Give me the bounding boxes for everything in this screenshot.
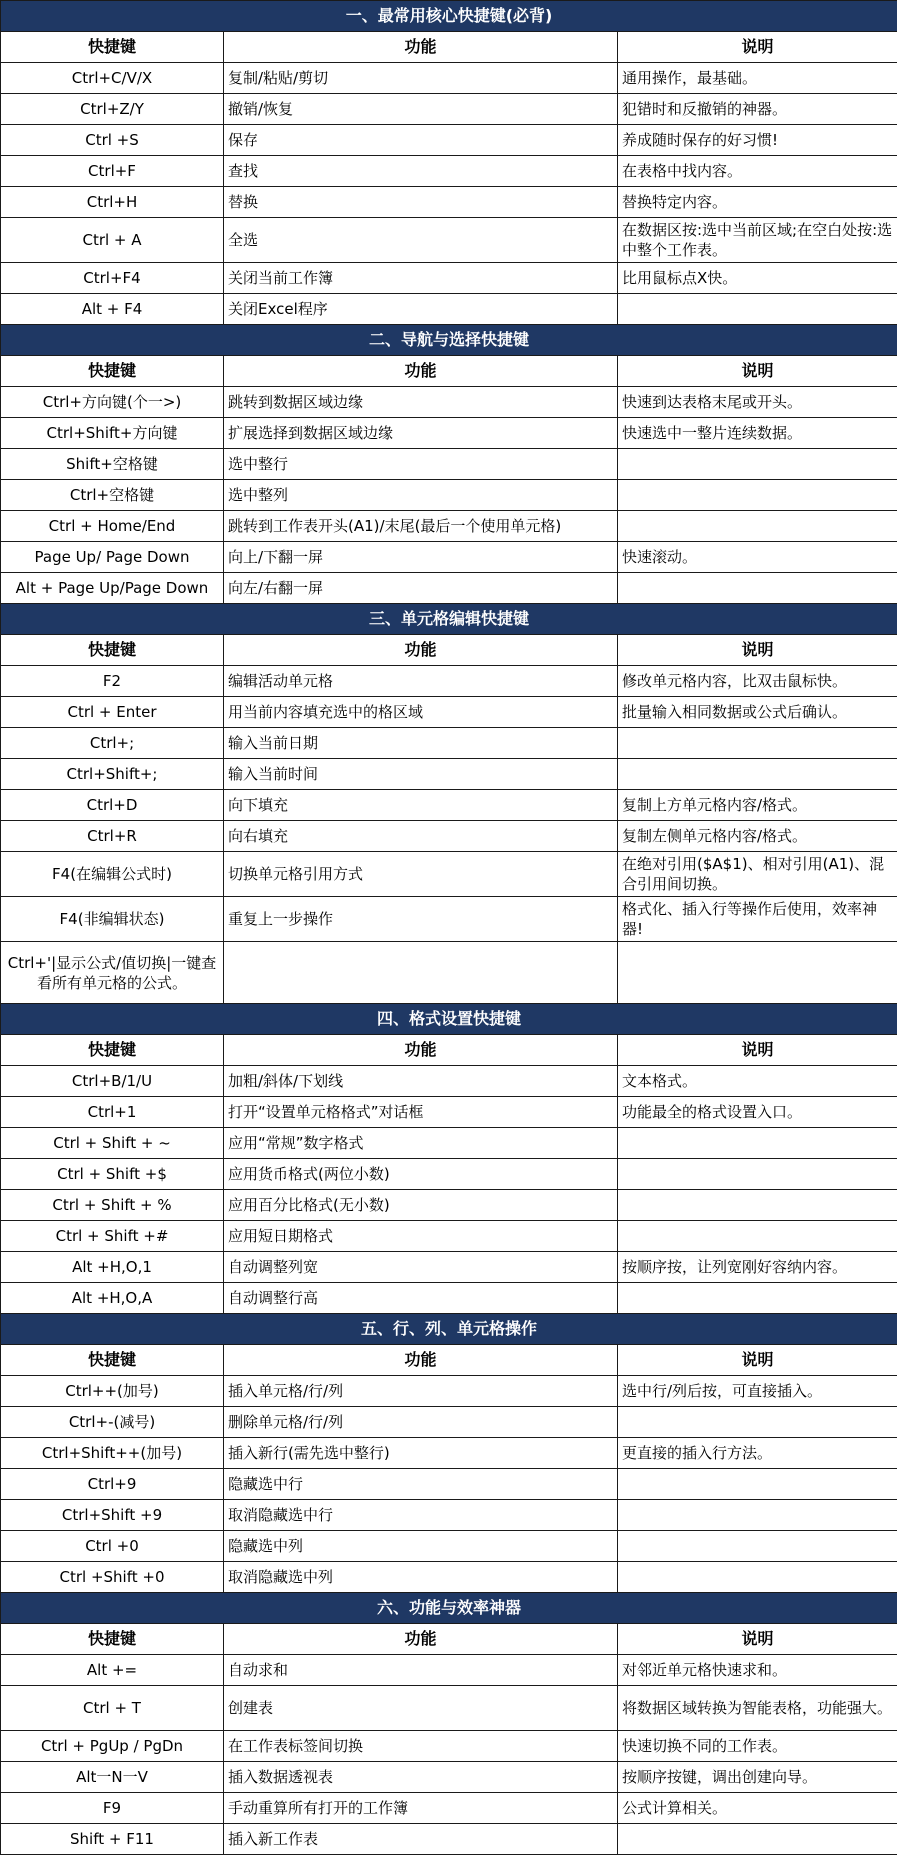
table-row xyxy=(1,125,897,156)
shortcut-key-cell: Ctrl + PgUp / PgDn xyxy=(1,1731,224,1762)
section-title: 二、导航与选择快捷键 xyxy=(1,325,897,356)
function-cell: 全选 xyxy=(224,218,618,263)
column-header-row xyxy=(1,635,897,666)
function-cell: 删除单元格/行/列 xyxy=(224,1407,618,1438)
table-row xyxy=(1,1762,897,1793)
column-header-func: 功能 xyxy=(224,1624,618,1655)
column-header-key: 快捷键 xyxy=(1,1624,224,1655)
column-header-func: 功能 xyxy=(224,356,618,387)
table-row xyxy=(1,1655,897,1686)
shortcut-key-cell: Ctrl+Shift+; xyxy=(1,759,224,790)
table-row xyxy=(1,294,897,325)
column-header-note: 说明 xyxy=(618,1035,897,1066)
section-title-row xyxy=(1,1004,897,1035)
note-cell: 将数据区域转换为智能表格，功能强大。 xyxy=(618,1686,897,1731)
table-row xyxy=(1,897,897,942)
table-row xyxy=(1,666,897,697)
table-row xyxy=(1,1531,897,1562)
table-row xyxy=(1,790,897,821)
shortcut-key-cell: F9 xyxy=(1,1793,224,1824)
section-title-row xyxy=(1,1314,897,1345)
table-row xyxy=(1,1066,897,1097)
table-row xyxy=(1,511,897,542)
function-cell: 加粗/斜体/下划线 xyxy=(224,1066,618,1097)
table-row xyxy=(1,1686,897,1731)
shortcut-key-cell: Ctrl+Shift +9 xyxy=(1,1500,224,1531)
note-cell: 复制上方单元格内容/格式。 xyxy=(618,790,897,821)
shortcut-key-cell: Ctrl + T xyxy=(1,1686,224,1731)
shortcut-key-cell: Ctrl + Shift + % xyxy=(1,1190,224,1221)
column-header-row xyxy=(1,1624,897,1655)
function-cell: 在工作表标签间切换 xyxy=(224,1731,618,1762)
note-cell xyxy=(618,573,897,604)
function-cell: 插入新工作表 xyxy=(224,1824,618,1855)
column-header-row xyxy=(1,1035,897,1066)
table-row xyxy=(1,728,897,759)
shortcut-key-cell: Ctrl+H xyxy=(1,187,224,218)
function-cell: 选中整行 xyxy=(224,449,618,480)
shortcut-key-cell: Alt + F4 xyxy=(1,294,224,325)
shortcut-key-cell: Ctrl+1 xyxy=(1,1097,224,1128)
shortcut-key-cell: Ctrl+Shift++(加号) xyxy=(1,1438,224,1469)
table-body xyxy=(1,1,897,1855)
function-cell: 扩展选择到数据区域边缘 xyxy=(224,418,618,449)
function-cell: 自动调整列宽 xyxy=(224,1252,618,1283)
note-cell: 快速到达表格末尾或开头。 xyxy=(618,387,897,418)
table-row xyxy=(1,1376,897,1407)
section-title: 一、最常用核心快捷键(必背) xyxy=(1,1,897,32)
section-title-row xyxy=(1,1,897,32)
column-header-note: 说明 xyxy=(618,32,897,63)
column-header-func: 功能 xyxy=(224,1345,618,1376)
shortcut-key-cell: Ctrl+C/V/X xyxy=(1,63,224,94)
shortcut-key-cell: F4(非编辑状态) xyxy=(1,897,224,942)
note-cell xyxy=(618,1500,897,1531)
table-row xyxy=(1,697,897,728)
note-cell xyxy=(618,511,897,542)
function-cell: 用当前内容填充选中的格区域 xyxy=(224,697,618,728)
shortcut-key-cell: Page Up/ Page Down xyxy=(1,542,224,573)
table-row xyxy=(1,1407,897,1438)
table-row xyxy=(1,263,897,294)
shortcut-key-cell: Alt +H,O,1 xyxy=(1,1252,224,1283)
shortcut-key-cell: Ctrl + Enter xyxy=(1,697,224,728)
column-header-note: 说明 xyxy=(618,356,897,387)
table-row xyxy=(1,1793,897,1824)
function-cell: 自动调整行高 xyxy=(224,1283,618,1314)
shortcut-key-cell: Alt +H,O,A xyxy=(1,1283,224,1314)
note-cell: 替换特定内容。 xyxy=(618,187,897,218)
note-cell xyxy=(618,1128,897,1159)
column-header-key: 快捷键 xyxy=(1,356,224,387)
note-cell xyxy=(618,1562,897,1593)
note-cell: 快速切换不同的工作表。 xyxy=(618,1731,897,1762)
note-cell: 犯错时和反撤销的神器。 xyxy=(618,94,897,125)
table-row xyxy=(1,94,897,125)
table-row xyxy=(1,1562,897,1593)
function-cell: 向上/下翻一屏 xyxy=(224,542,618,573)
shortcut-key-cell: Ctrl +0 xyxy=(1,1531,224,1562)
note-cell xyxy=(618,1824,897,1855)
shortcut-key-cell: F2 xyxy=(1,666,224,697)
shortcut-key-cell: Alt + Page Up/Page Down xyxy=(1,573,224,604)
note-cell: 在绝对引用($A$1)、相对引用(A1)、混合引用间切换。 xyxy=(618,852,897,897)
note-cell: 文本格式。 xyxy=(618,1066,897,1097)
function-cell: 保存 xyxy=(224,125,618,156)
function-cell: 应用短日期格式 xyxy=(224,1221,618,1252)
note-cell: 比用鼠标点X快。 xyxy=(618,263,897,294)
shortcut-key-cell: Ctrl + Home/End xyxy=(1,511,224,542)
function-cell: 插入数据透视表 xyxy=(224,1762,618,1793)
note-cell xyxy=(618,1190,897,1221)
note-cell: 更直接的插入行方法。 xyxy=(618,1438,897,1469)
function-cell: 输入当前时间 xyxy=(224,759,618,790)
shortcut-key-cell: Ctrl+D xyxy=(1,790,224,821)
function-cell xyxy=(224,942,618,1004)
shortcut-key-cell: Ctrl + Shift + ~ xyxy=(1,1128,224,1159)
shortcut-key-cell: Ctrl+R xyxy=(1,821,224,852)
function-cell: 取消隐藏选中行 xyxy=(224,1500,618,1531)
note-cell xyxy=(618,1283,897,1314)
shortcut-key-cell: Ctrl+9 xyxy=(1,1469,224,1500)
function-cell: 跳转到工作表开头(A1)/末尾(最后一个使用单元格) xyxy=(224,511,618,542)
function-cell: 跳转到数据区域边缘 xyxy=(224,387,618,418)
column-header-note: 说明 xyxy=(618,1345,897,1376)
table-row xyxy=(1,1097,897,1128)
table-row xyxy=(1,573,897,604)
note-cell: 通用操作，最基础。 xyxy=(618,63,897,94)
note-cell xyxy=(618,449,897,480)
table-row xyxy=(1,542,897,573)
column-header-key: 快捷键 xyxy=(1,32,224,63)
shortcut-key-cell: Ctrl++(加号) xyxy=(1,1376,224,1407)
function-cell: 手动重算所有打开的工作簿 xyxy=(224,1793,618,1824)
column-header-key: 快捷键 xyxy=(1,1345,224,1376)
table-row xyxy=(1,821,897,852)
function-cell: 插入新行(需先选中整行) xyxy=(224,1438,618,1469)
function-cell: 撤销/恢复 xyxy=(224,94,618,125)
table-row xyxy=(1,1128,897,1159)
section-title-row xyxy=(1,604,897,635)
shortcut-key-cell: Ctrl+F4 xyxy=(1,263,224,294)
column-header-row xyxy=(1,32,897,63)
note-cell: 按顺序按，让列宽刚好容纳内容。 xyxy=(618,1252,897,1283)
function-cell: 打开“设置单元格格式”对话框 xyxy=(224,1097,618,1128)
note-cell xyxy=(618,1469,897,1500)
note-cell xyxy=(618,1531,897,1562)
function-cell: 应用“常规”数字格式 xyxy=(224,1128,618,1159)
shortcut-key-cell: Alt一N一V xyxy=(1,1762,224,1793)
note-cell xyxy=(618,942,897,1004)
column-header-func: 功能 xyxy=(224,635,618,666)
table-row xyxy=(1,480,897,511)
function-cell: 关闭Excel程序 xyxy=(224,294,618,325)
table-row xyxy=(1,63,897,94)
shortcut-key-cell: Ctrl +S xyxy=(1,125,224,156)
function-cell: 隐藏选中行 xyxy=(224,1469,618,1500)
function-cell: 编辑活动单元格 xyxy=(224,666,618,697)
note-cell xyxy=(618,1221,897,1252)
section-title-row xyxy=(1,1593,897,1624)
note-cell: 复制左侧单元格内容/格式。 xyxy=(618,821,897,852)
shortcut-key-cell: Shift+空格键 xyxy=(1,449,224,480)
function-cell: 创建表 xyxy=(224,1686,618,1731)
note-cell xyxy=(618,294,897,325)
column-header-func: 功能 xyxy=(224,1035,618,1066)
shortcut-key-cell: Ctrl+方向键(个一>) xyxy=(1,387,224,418)
column-header-key: 快捷键 xyxy=(1,1035,224,1066)
note-cell: 在表格中找内容。 xyxy=(618,156,897,187)
table-row xyxy=(1,1252,897,1283)
note-cell: 快速选中一整片连续数据。 xyxy=(618,418,897,449)
column-header-row xyxy=(1,1345,897,1376)
note-cell xyxy=(618,759,897,790)
function-cell: 选中整列 xyxy=(224,480,618,511)
table-row xyxy=(1,1221,897,1252)
note-cell: 功能最全的格式设置入口。 xyxy=(618,1097,897,1128)
shortcut-key-cell: F4(在编辑公式时) xyxy=(1,852,224,897)
table-row xyxy=(1,1283,897,1314)
function-cell: 向左/右翻一屏 xyxy=(224,573,618,604)
table-row xyxy=(1,1469,897,1500)
table-row xyxy=(1,1438,897,1469)
note-cell: 格式化、插入行等操作后使用，效率神器! xyxy=(618,897,897,942)
note-cell: 快速滚动。 xyxy=(618,542,897,573)
section-title: 四、格式设置快捷键 xyxy=(1,1004,897,1035)
table-row xyxy=(1,218,897,263)
note-cell: 公式计算相关。 xyxy=(618,1793,897,1824)
shortcut-key-cell: Shift + F11 xyxy=(1,1824,224,1855)
shortcut-key-cell: Ctrl+空格键 xyxy=(1,480,224,511)
note-cell: 养成随时保存的好习惯! xyxy=(618,125,897,156)
column-header-func: 功能 xyxy=(224,32,618,63)
section-title: 三、单元格编辑快捷键 xyxy=(1,604,897,635)
table-row xyxy=(1,1500,897,1531)
shortcut-key-cell: Ctrl+-(减号) xyxy=(1,1407,224,1438)
note-cell: 批量输入相同数据或公式后确认。 xyxy=(618,697,897,728)
function-cell: 向下填充 xyxy=(224,790,618,821)
shortcut-key-cell: Ctrl+F xyxy=(1,156,224,187)
function-cell: 关闭当前工作簿 xyxy=(224,263,618,294)
column-header-row xyxy=(1,356,897,387)
shortcut-key-cell: Ctrl+; xyxy=(1,728,224,759)
function-cell: 替换 xyxy=(224,187,618,218)
note-cell: 选中行/列后按，可直接插入。 xyxy=(618,1376,897,1407)
function-cell: 向右填充 xyxy=(224,821,618,852)
shortcut-key-cell: Ctrl+B/1/U xyxy=(1,1066,224,1097)
function-cell: 插入单元格/行/列 xyxy=(224,1376,618,1407)
table-row xyxy=(1,1824,897,1855)
note-cell: 按顺序按键，调出创建向导。 xyxy=(618,1762,897,1793)
shortcut-key-cell: Ctrl+Z/Y xyxy=(1,94,224,125)
table-row xyxy=(1,1731,897,1762)
function-cell: 切换单元格引用方式 xyxy=(224,852,618,897)
note-cell xyxy=(618,728,897,759)
table-row xyxy=(1,852,897,897)
note-cell xyxy=(618,1159,897,1190)
note-cell xyxy=(618,480,897,511)
shortcut-key-cell: Ctrl+Shift+方向键 xyxy=(1,418,224,449)
table-row xyxy=(1,759,897,790)
section-title: 五、行、列、单元格操作 xyxy=(1,1314,897,1345)
note-cell xyxy=(618,1407,897,1438)
column-header-note: 说明 xyxy=(618,635,897,666)
table-row xyxy=(1,418,897,449)
shortcut-key-cell: Ctrl + A xyxy=(1,218,224,263)
table-row xyxy=(1,156,897,187)
function-cell: 应用百分比格式(无小数) xyxy=(224,1190,618,1221)
shortcut-key-cell: Ctrl +Shift +0 xyxy=(1,1562,224,1593)
shortcut-key-cell: Ctrl + Shift +$ xyxy=(1,1159,224,1190)
table-row xyxy=(1,187,897,218)
function-cell: 自动求和 xyxy=(224,1655,618,1686)
shortcut-key-cell: Ctrl+'|显示公式/值切换|一键查看所有单元格的公式。 xyxy=(1,942,224,1004)
function-cell: 输入当前日期 xyxy=(224,728,618,759)
table-row xyxy=(1,942,897,1004)
function-cell: 查找 xyxy=(224,156,618,187)
table-row xyxy=(1,1190,897,1221)
function-cell: 复制/粘贴/剪切 xyxy=(224,63,618,94)
function-cell: 取消隐藏选中列 xyxy=(224,1562,618,1593)
function-cell: 重复上一步操作 xyxy=(224,897,618,942)
function-cell: 隐藏选中列 xyxy=(224,1531,618,1562)
table-row xyxy=(1,387,897,418)
section-title-row xyxy=(1,325,897,356)
table-row xyxy=(1,449,897,480)
note-cell: 在数据区按:选中当前区域;在空白处按:选中整个工作表。 xyxy=(618,218,897,263)
section-title: 六、功能与效率神器 xyxy=(1,1593,897,1624)
shortcut-key-cell: Alt += xyxy=(1,1655,224,1686)
note-cell: 对邻近单元格快速求和。 xyxy=(618,1655,897,1686)
column-header-key: 快捷键 xyxy=(1,635,224,666)
column-header-note: 说明 xyxy=(618,1624,897,1655)
note-cell: 修改单元格内容，比双击鼠标快。 xyxy=(618,666,897,697)
shortcut-key-cell: Ctrl + Shift +# xyxy=(1,1221,224,1252)
function-cell: 应用货币格式(两位小数) xyxy=(224,1159,618,1190)
table-row xyxy=(1,1159,897,1190)
